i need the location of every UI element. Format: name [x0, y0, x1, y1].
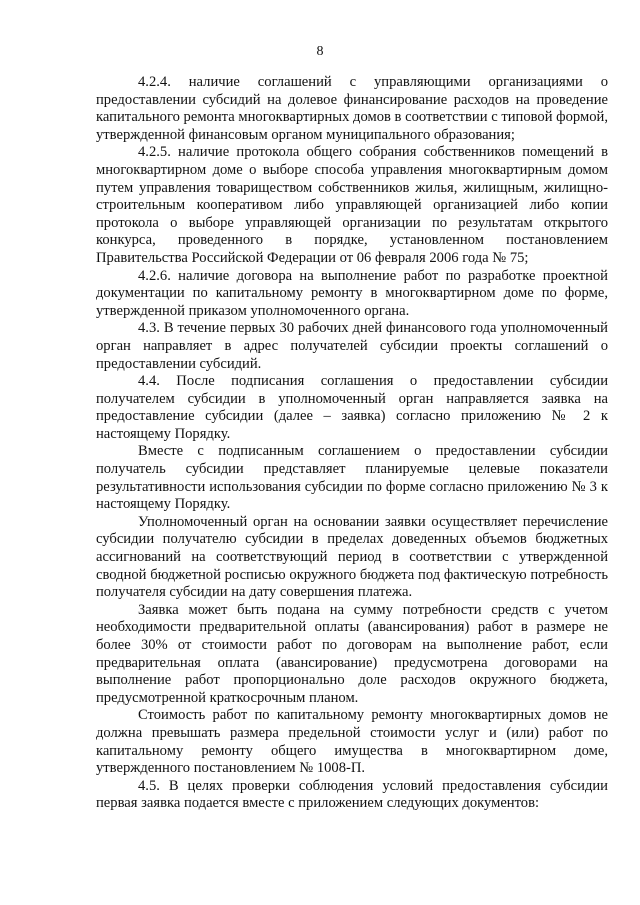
paragraph-advance-payment: Заявка может быть подана на сумму потребности средств с учетом необходимости предварительной оплаты (авансирования) работ в размере не более 30% от стоимости работ по договорам на выполнение работ, если предварительная оплата (авансирование) предусмотрена договорами на выполнение работ пропорционально доле расходов окружного бюджета, предусмотренной краткосрочным планом. [96, 601, 608, 706]
paragraph-4-5: 4.5. В целях проверки соблюдения условий предоставления субсидии первая заявка подается вместе с приложением следующих документов: [96, 777, 608, 812]
paragraph-4-2-4: 4.2.4. наличие соглашений с управляющими организациями о предоставлении субсидий на долевое финансирование расходов на проведение капитального ремонта многоквартирных домов в соответствии с типовой формой, утвержденной финансовым органом муниципального образования; [96, 74, 608, 143]
paragraph-cost-limit: Стоимость работ по капитальному ремонту многоквартирных домов не должна превышать размера предельной стоимости услуг и (или) работ по капитальному ремонту общего имущества в многоквартирном доме, утвержденного постановлением № 1008-П. [96, 707, 608, 777]
page-number: 8 [316, 44, 324, 59]
paragraph-4-2-5: 4.2.5. наличие протокола общего собрания собственников помещений в многоквартирном доме о выборе способа управления многоквартирным домом путем управления товариществом собственников жилья, жилищным, жилищно-строительным кооперативом либо управляющей организацией либо копии протокола о выборе управляющей организации по результатам открытого конкурса, проведенного в порядке, установленном постановлением Правительства Российской Федерации от 06 февраля 2006 года № 75; [96, 144, 608, 266]
document-body [96, 74, 608, 813]
paragraph-4-2-6: 4.2.6. наличие договора на выполнение работ по разработке проектной документации по капитальному ремонту в многоквартирном доме по форме, утвержденной приказом уполномоченного органа. [96, 267, 608, 319]
paragraph-4-3: 4.3. В течение первых 30 рабочих дней финансового года уполномоченный орган направляет в адрес получателей субсидии проекты соглашений о предоставлении субсидий. [96, 320, 608, 372]
paragraph-4-4: 4.4. После подписания соглашения о предоставлении субсидии получателем субсидии в уполномоченный орган направляется заявка на предоставление субсидии (далее – заявка) согласно приложению № 2 к настоящему Порядку. [96, 373, 608, 442]
paragraph-transfer: Уполномоченный орган на основании заявки осуществляет перечисление субсидии получателю субсидии в пределах доведенных объемов бюджетных ассигнований на соответствующий период в соответствии с утвержденной сводной бюджетной росписью окружного бюджета под фактическую потребность получателя субсидии на дату совершения платежа. [96, 513, 608, 601]
paragraph-target-indicators: Вместе с подписанным соглашением о предоставлении субсидии получатель субсидии представляет планируемые целевые показатели результативности использования субсидии по форме согласно приложению № 3 к настоящему Порядку. [96, 443, 608, 513]
